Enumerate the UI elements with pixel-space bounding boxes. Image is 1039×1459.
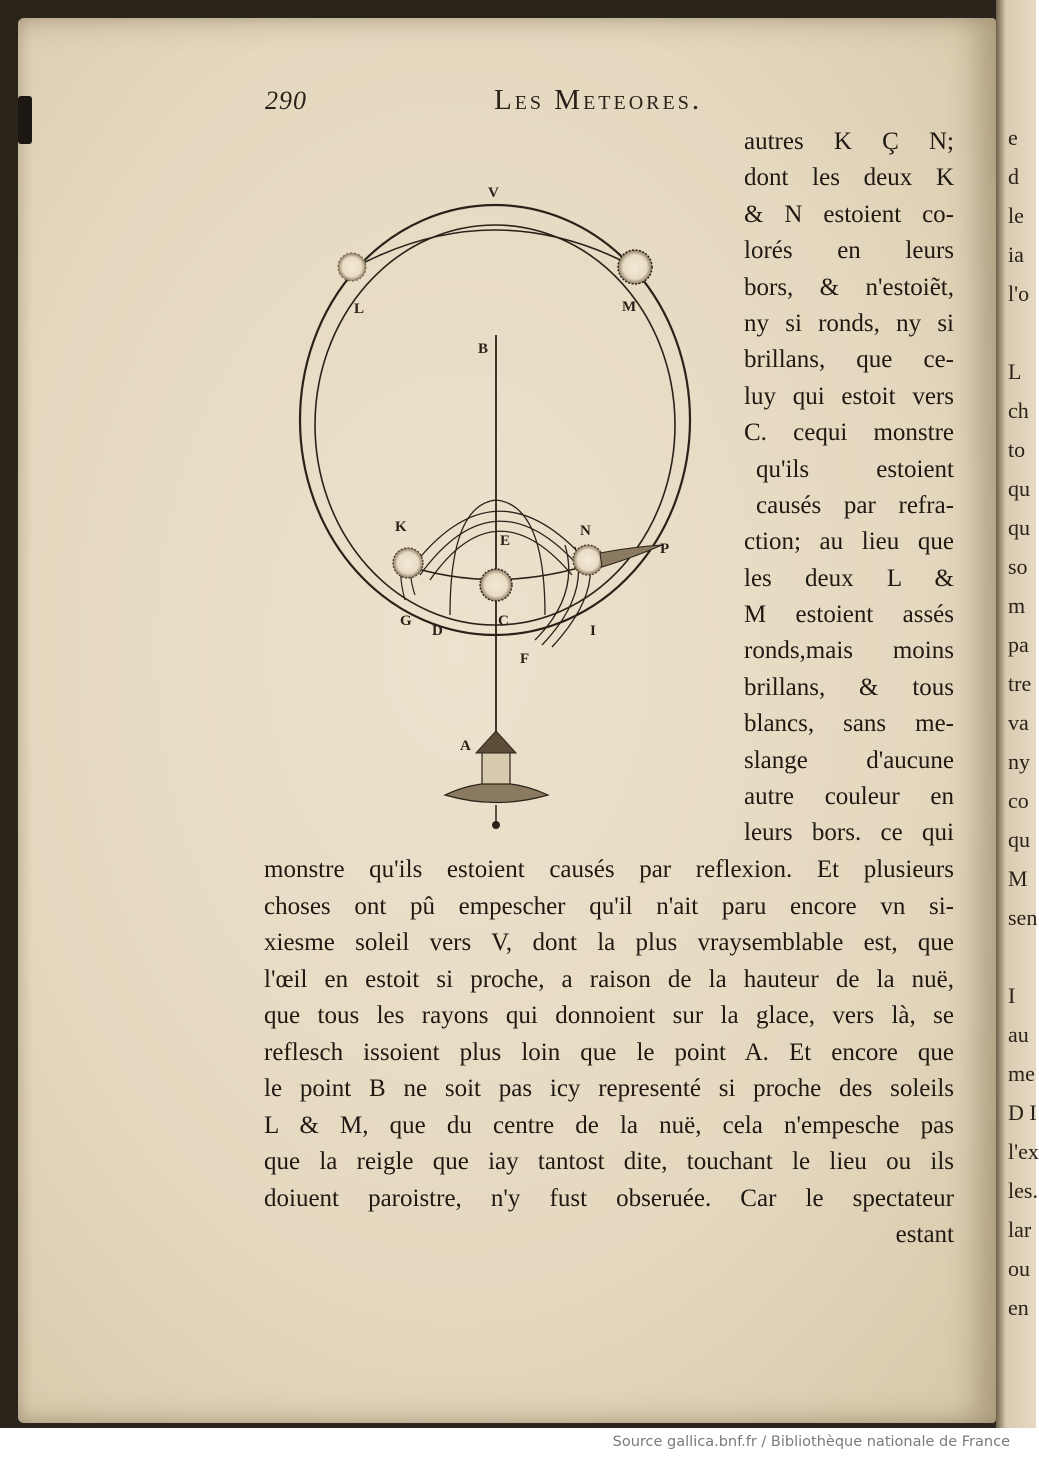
next-page-fragment: d: [1008, 164, 1019, 189]
text-line: L & M, que du centre de la nuë, cela n'empesche pas: [264, 1111, 954, 1139]
next-page-fragment: e: [1008, 125, 1018, 150]
halo-diagram-svg: [290, 175, 710, 845]
next-page-fragment: qu: [1008, 476, 1030, 501]
text-line: lorés en leurs: [744, 237, 954, 265]
inner-ring: [315, 225, 675, 625]
text-line: bors, & n'estoiẽt,: [744, 273, 954, 301]
text-line: les deux L &: [744, 564, 954, 592]
next-page-fragment: [1008, 313, 1026, 352]
text-line: ction; au lieu que: [744, 528, 954, 556]
label-A: A: [460, 738, 471, 754]
text-line: ny si ronds, ny si: [744, 309, 954, 337]
text-line: l'œil en estoit si proche, a raison de la hauteur de la nuë,: [264, 965, 954, 993]
text-line: brillans, & tous: [744, 673, 954, 701]
observer-base: [445, 783, 548, 803]
label-N: N: [580, 523, 591, 539]
next-page-fragment: ia: [1008, 242, 1024, 267]
text-line: le point B ne soit pas icy representé si proche des soleils: [264, 1075, 954, 1102]
text-line: causés par refra-: [756, 491, 954, 519]
next-page-fragment: qu: [1008, 827, 1030, 852]
text-line: que tous les rayons qui donnoient sur la glace, vers là, se: [264, 1002, 954, 1029]
next-page-fragment: I: [1008, 983, 1016, 1008]
next-page-fragment: pa: [1008, 632, 1029, 657]
text-line: autre couleur en: [744, 783, 954, 811]
next-page-fragment: tre: [1008, 671, 1032, 696]
next-page-fragment: va: [1008, 710, 1029, 735]
text-line: slange d'aucune: [744, 746, 954, 774]
next-page-fragment: sen: [1008, 905, 1038, 930]
next-page-fragment: lar: [1008, 1217, 1032, 1242]
sun-N: [573, 545, 603, 575]
next-page-fragment: l'ex: [1008, 1139, 1039, 1164]
text-line: choses ont pû empescher qu'il n'ait paru encore vn si-: [264, 892, 954, 920]
text-line: doiuent paroistre, n'y fust obseruée. Car le spectateur: [264, 1184, 954, 1212]
footer-bar: [0, 1428, 1024, 1459]
tail-P: [600, 545, 662, 567]
text-line: brillans, que ce-: [744, 346, 954, 374]
next-page-fragment: en: [1008, 1295, 1029, 1320]
label-I: I: [590, 623, 596, 639]
label-C: C: [498, 613, 509, 629]
next-page-fragment: ny: [1008, 749, 1030, 774]
text-line: & N estoient co-: [744, 200, 954, 228]
text-line: estant: [895, 1221, 954, 1248]
label-F: F: [520, 651, 530, 667]
next-page-fragment: L: [1008, 359, 1022, 384]
sun-C: [480, 569, 512, 601]
label-D: D: [432, 623, 443, 639]
next-page-fragment: le: [1008, 203, 1024, 228]
text-line: que la reigle que iay tantost dite, touchant le lieu ou ils: [264, 1148, 954, 1175]
label-K: K: [395, 519, 407, 535]
label-L: L: [354, 301, 365, 317]
binding-mark: [18, 96, 32, 144]
text-line: ronds,mais moins: [744, 637, 954, 665]
next-page-fragment: l'o: [1008, 281, 1030, 306]
label-V: V: [488, 185, 499, 201]
text-line: C. cequi monstre: [744, 419, 954, 447]
text-line: luy qui estoit vers: [744, 382, 954, 410]
halo-diagram: [290, 175, 710, 845]
page-number: 290: [265, 86, 307, 115]
side-text-column: [744, 124, 954, 852]
next-page-fragment: au: [1008, 1022, 1029, 1047]
next-page-fragment: M: [1008, 866, 1028, 891]
source-credit: Source gallica.bnf.fr / Bibliothèque nationale de France: [612, 1434, 1010, 1450]
text-line: leurs bors. ce qui: [744, 819, 954, 847]
label-E: E: [500, 533, 511, 549]
text-line: M estoient assés: [744, 601, 954, 629]
next-page-text-fragments: [1008, 118, 1039, 1327]
text-line: reflesch issoient plus loin que le point A. Et encore que: [264, 1038, 954, 1066]
next-page-fragment: co: [1008, 788, 1029, 813]
text-line: monstre qu'ils estoient causés par reflexion. Et plusieurs: [264, 856, 954, 883]
text-line: autres K Ç N;: [744, 128, 954, 155]
next-page-fragment: [1008, 937, 1026, 976]
text-line: blancs, sans me-: [744, 710, 954, 738]
next-page-fragment: m: [1008, 593, 1026, 618]
next-page-fragment: les.: [1008, 1178, 1038, 1203]
main-text-block: [264, 852, 954, 1254]
label-P: P: [660, 541, 670, 557]
text-line: dont les deux K: [744, 164, 954, 192]
next-page-fragment: D I: [1008, 1100, 1037, 1125]
next-page-fragment: ch: [1008, 398, 1029, 423]
label-G: G: [400, 613, 412, 629]
label-B: B: [478, 341, 489, 357]
label-M: M: [622, 299, 637, 315]
next-page-fragment: to: [1008, 437, 1026, 462]
observer-roof: [476, 731, 516, 753]
running-head: Les Meteores.: [494, 84, 703, 116]
text-line: qu'ils estoient: [756, 455, 954, 483]
observer-house: [482, 750, 510, 784]
text-line: xiesme soleil vers V, dont la plus vraysemblable est, que: [264, 929, 954, 956]
sun-M: [618, 250, 652, 284]
sun-L: [338, 253, 366, 281]
next-page-fragment: so: [1008, 554, 1028, 579]
next-page-fragment: qu: [1008, 515, 1030, 540]
sun-K: [393, 548, 423, 578]
next-page-fragment: ou: [1008, 1256, 1030, 1281]
next-page-fragment: me: [1008, 1061, 1035, 1086]
